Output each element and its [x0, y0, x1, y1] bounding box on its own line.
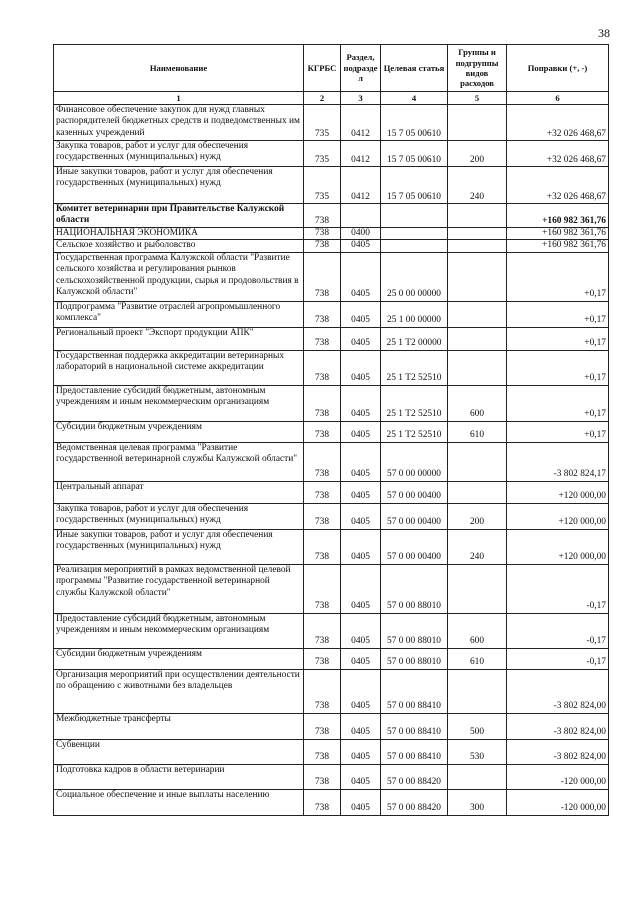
row-group: 610 [448, 648, 507, 669]
row-razdel: 0405 [341, 713, 381, 739]
row-group [448, 564, 507, 613]
table-body [54, 105, 609, 816]
row-razdel: 0412 [341, 141, 381, 167]
row-group: 530 [448, 739, 507, 764]
table-row [54, 503, 609, 529]
row-name: Организация мероприятий при осуществлении деятельности по обращению с животными без владельцев [54, 669, 304, 713]
row-group: 600 [448, 613, 507, 648]
row-target: 57 0 00 88420 [381, 789, 448, 815]
row-kgrbs: 738 [304, 385, 341, 421]
row-amount: +160 982 361,76 [507, 204, 609, 228]
row-razdel: 0405 [341, 564, 381, 613]
row-razdel: 0405 [341, 252, 381, 301]
row-target: 25 1 00 00000 [381, 301, 448, 327]
row-razdel: 0405 [341, 481, 381, 503]
row-name: Ведомственная целевая программа "Развитие государственной ветеринарной службы Калужской области" [54, 442, 304, 481]
row-razdel: 0412 [341, 167, 381, 204]
row-name: Комитет ветеринарии при Правительстве Калужской области [54, 204, 304, 228]
header-group: Группы и подгруппы видов расходов [448, 45, 507, 92]
table-row [54, 240, 609, 252]
table-row [54, 141, 609, 167]
row-razdel: 0405 [341, 529, 381, 564]
row-razdel: 0405 [341, 789, 381, 815]
table-row [54, 421, 609, 442]
table-row [54, 204, 609, 228]
row-name: Закупка товаров, работ и услуг для обеспечения государственных (муниципальных) нужд [54, 503, 304, 529]
row-group [448, 204, 507, 228]
row-group [448, 240, 507, 252]
row-name: Центральный аппарат [54, 481, 304, 503]
row-amount: +120 000,00 [507, 529, 609, 564]
row-group [448, 350, 507, 385]
row-group: 200 [448, 141, 507, 167]
table-row [54, 252, 609, 301]
row-target: 25 1 Т2 52510 [381, 421, 448, 442]
row-target [381, 240, 448, 252]
row-kgrbs: 738 [304, 240, 341, 252]
row-amount: +120 000,00 [507, 503, 609, 529]
row-target: 57 0 00 00000 [381, 442, 448, 481]
table-row [54, 789, 609, 815]
row-kgrbs: 738 [304, 564, 341, 613]
table-row [54, 350, 609, 385]
row-razdel: 0405 [341, 739, 381, 764]
row-amount: -3 802 824,00 [507, 669, 609, 713]
table-row [54, 529, 609, 564]
table-row [54, 648, 609, 669]
row-name: Субвенции [54, 739, 304, 764]
table-row [54, 739, 609, 764]
header-razdel: Раздел, подразде л [341, 45, 381, 92]
row-razdel: 0405 [341, 240, 381, 252]
row-amount: -3 802 824,17 [507, 442, 609, 481]
row-amount: +160 982 361,76 [507, 240, 609, 252]
table-row [54, 669, 609, 713]
row-group [448, 481, 507, 503]
column-number: 2 [304, 92, 341, 105]
row-name: Предоставление субсидий бюджетным, автономным учреждениям и иным некоммерческим организациям [54, 385, 304, 421]
row-amount: +0,17 [507, 327, 609, 350]
row-razdel: 0405 [341, 669, 381, 713]
row-kgrbs: 738 [304, 503, 341, 529]
budget-table [53, 44, 609, 816]
row-group: 610 [448, 421, 507, 442]
row-target [381, 204, 448, 228]
row-target: 57 0 00 00400 [381, 503, 448, 529]
row-name: Подпрограмма "Развитие отраслей агропромышленного комплекса" [54, 301, 304, 327]
row-razdel: 0405 [341, 442, 381, 481]
row-razdel: 0405 [341, 327, 381, 350]
table-row [54, 167, 609, 204]
column-number: 4 [381, 92, 448, 105]
row-name: Субсидии бюджетным учреждениям [54, 648, 304, 669]
row-kgrbs: 738 [304, 421, 341, 442]
row-razdel: 0412 [341, 105, 381, 141]
row-target: 25 1 Т2 52510 [381, 385, 448, 421]
row-razdel: 0405 [341, 503, 381, 529]
column-number: 1 [54, 92, 304, 105]
row-target: 57 0 00 88420 [381, 764, 448, 789]
table-row [54, 385, 609, 421]
row-group [448, 669, 507, 713]
row-razdel: 0405 [341, 350, 381, 385]
row-name: Социальное обеспечение и иные выплаты населению [54, 789, 304, 815]
row-kgrbs: 738 [304, 204, 341, 228]
header-kgrbs: КГРБС [304, 45, 341, 92]
row-name: Государственная поддержка аккредитации ветеринарных лабораторий в национальной системе аккредитации [54, 350, 304, 385]
row-target: 15 7 05 00610 [381, 141, 448, 167]
row-group: 600 [448, 385, 507, 421]
row-kgrbs: 738 [304, 442, 341, 481]
row-group [448, 764, 507, 789]
table-row [54, 105, 609, 141]
row-target: 57 0 00 88410 [381, 713, 448, 739]
row-target: 25 1 Т2 00000 [381, 327, 448, 350]
row-amount: +32 026 468,67 [507, 167, 609, 204]
table-row [54, 481, 609, 503]
row-razdel: 0405 [341, 764, 381, 789]
row-kgrbs: 738 [304, 327, 341, 350]
table-row [54, 442, 609, 481]
row-name: Сельское хозяйство и рыболовство [54, 240, 304, 252]
row-target: 15 7 05 00610 [381, 167, 448, 204]
row-kgrbs: 738 [304, 529, 341, 564]
row-name: Предоставление субсидий бюджетным, автономным учреждениям и иным некоммерческим организациям [54, 613, 304, 648]
row-name: Региональный проект "Экспорт продукции АПК" [54, 327, 304, 350]
row-razdel [341, 204, 381, 228]
row-group [448, 301, 507, 327]
row-target: 57 0 00 00400 [381, 529, 448, 564]
row-razdel: 0405 [341, 613, 381, 648]
column-number: 6 [507, 92, 609, 105]
row-kgrbs: 738 [304, 350, 341, 385]
header-name: Наименование [54, 45, 304, 92]
table-row [54, 613, 609, 648]
row-razdel: 0400 [341, 228, 381, 240]
row-target: 57 0 00 00400 [381, 481, 448, 503]
row-target: 15 7 05 00610 [381, 105, 448, 141]
header-row [54, 45, 609, 92]
row-kgrbs: 735 [304, 105, 341, 141]
row-amount: +120 000,00 [507, 481, 609, 503]
row-group [448, 327, 507, 350]
row-kgrbs: 738 [304, 613, 341, 648]
row-amount: +0,17 [507, 301, 609, 327]
row-target: 57 0 00 88010 [381, 648, 448, 669]
row-group: 300 [448, 789, 507, 815]
row-name: НАЦИОНАЛЬНАЯ ЭКОНОМИКА [54, 228, 304, 240]
row-kgrbs: 738 [304, 713, 341, 739]
row-kgrbs: 738 [304, 481, 341, 503]
row-amount: +32 026 468,67 [507, 105, 609, 141]
row-amount: +0,17 [507, 252, 609, 301]
column-number: 5 [448, 92, 507, 105]
row-name: Иные закупки товаров, работ и услуг для обеспечения государственных (муниципальных) нужд [54, 167, 304, 204]
row-name: Финансовое обеспечение закупок для нужд главных распорядителей бюджетных средств и подведомственных им казенных учреждений [54, 105, 304, 141]
row-amount: -0,17 [507, 564, 609, 613]
row-amount: -0,17 [507, 648, 609, 669]
row-amount: +0,17 [507, 385, 609, 421]
row-kgrbs: 738 [304, 669, 341, 713]
row-target: 57 0 00 88010 [381, 564, 448, 613]
row-razdel: 0405 [341, 421, 381, 442]
column-number: 3 [341, 92, 381, 105]
row-amount: +0,17 [507, 421, 609, 442]
row-name: Подготовка кадров в области ветеринарии [54, 764, 304, 789]
row-group [448, 252, 507, 301]
row-razdel: 0405 [341, 301, 381, 327]
row-amount: -3 802 824,00 [507, 713, 609, 739]
row-name: Межбюджетные трансферты [54, 713, 304, 739]
row-name: Субсидии бюджетным учреждениям [54, 421, 304, 442]
row-amount: +0,17 [507, 350, 609, 385]
table-row [54, 713, 609, 739]
row-target: 57 0 00 88410 [381, 739, 448, 764]
row-group: 500 [448, 713, 507, 739]
row-group: 240 [448, 529, 507, 564]
row-name: Закупка товаров, работ и услуг для обеспечения государственных (муниципальных) нужд [54, 141, 304, 167]
row-kgrbs: 738 [304, 789, 341, 815]
column-number-row [54, 92, 609, 105]
table-row [54, 301, 609, 327]
row-group [448, 442, 507, 481]
row-group: 240 [448, 167, 507, 204]
row-kgrbs: 738 [304, 648, 341, 669]
row-name: Реализация мероприятий в рамках ведомственной целевой программы "Развитие государственной ветеринарной службы Калужской области" [54, 564, 304, 613]
row-amount: -120 000,00 [507, 789, 609, 815]
row-group [448, 228, 507, 240]
table-row [54, 564, 609, 613]
row-razdel: 0405 [341, 385, 381, 421]
row-amount: -0,17 [507, 613, 609, 648]
row-target: 25 0 00 00000 [381, 252, 448, 301]
table-row [54, 327, 609, 350]
row-amount: +32 026 468,67 [507, 141, 609, 167]
table-row [54, 228, 609, 240]
row-target [381, 228, 448, 240]
row-target: 57 0 00 88410 [381, 669, 448, 713]
row-kgrbs: 735 [304, 141, 341, 167]
row-group [448, 105, 507, 141]
table-row [54, 764, 609, 789]
row-kgrbs: 738 [304, 301, 341, 327]
row-amount: +160 982 361,76 [507, 228, 609, 240]
row-amount: -120 000,00 [507, 764, 609, 789]
row-target: 57 0 00 88010 [381, 613, 448, 648]
row-kgrbs: 738 [304, 739, 341, 764]
row-kgrbs: 738 [304, 252, 341, 301]
row-amount: -3 802 824,00 [507, 739, 609, 764]
row-kgrbs: 738 [304, 764, 341, 789]
row-name: Государственная программа Калужской области "Развитие сельского хозяйства и регулирования рынков сельскохозяйственной продукции, сырья и продовольствия в Калужской области" [54, 252, 304, 301]
header-target: Целевая статья [381, 45, 448, 92]
row-target: 25 1 Т2 52510 [381, 350, 448, 385]
page-number: 38 [598, 26, 610, 40]
row-kgrbs: 738 [304, 228, 341, 240]
row-group: 200 [448, 503, 507, 529]
row-name: Иные закупки товаров, работ и услуг для обеспечения государственных (муниципальных) нужд [54, 529, 304, 564]
header-amount: Поправки (+, -) [507, 45, 609, 92]
row-kgrbs: 735 [304, 167, 341, 204]
row-razdel: 0405 [341, 648, 381, 669]
